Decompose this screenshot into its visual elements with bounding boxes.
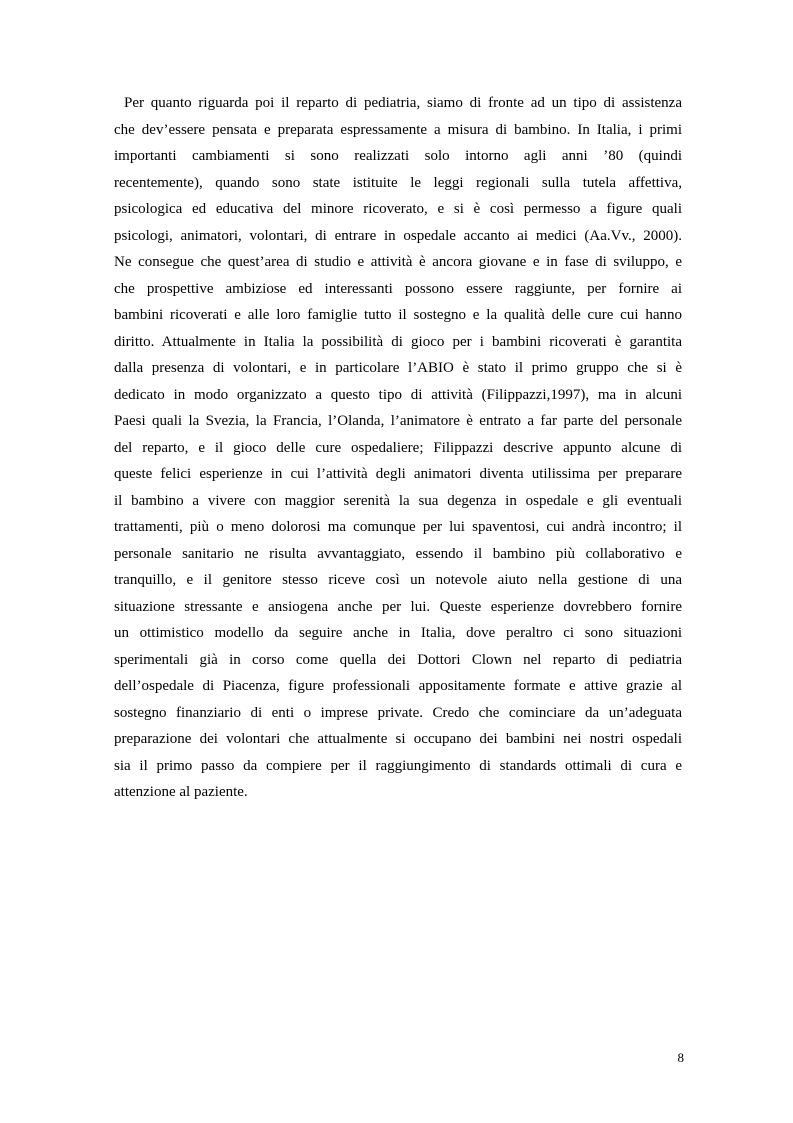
paragraph-line: queste felici esperienze in cui l’attività degli animatori diventa utilissima per preparare <box>114 466 682 482</box>
paragraph-line: Per quanto riguarda poi il reparto di pediatria, siamo di fronte ad un tipo di assistenza <box>124 95 682 111</box>
paragraph-line: trattamenti, più o meno dolorosi ma comunque per lui spaventosi, cui andrà incontro; il <box>114 519 682 535</box>
paragraph-line: psicologi, animatori, volontari, di entrare in ospedale accanto ai medici (Aa.Vv., 2000). <box>114 227 682 244</box>
page-number: 8 <box>677 1050 684 1065</box>
paragraph-line: sperimentali già in corso come quella dei Dottori Clown nel reparto di pediatria <box>114 651 682 668</box>
paragraph-line: sia il primo passo da compiere per il raggiungimento di standards ottimali di cura e <box>114 757 682 774</box>
body-paragraph <box>114 90 682 806</box>
paragraph-line: sostegno finanziario di enti o imprese private. Credo che cominciare da un’adeguata <box>114 704 682 721</box>
paragraph-line: del reparto, e il gioco delle cure ospedaliere; Filippazzi descrive appunto alcune di <box>114 439 682 456</box>
paragraph-line: situazione stressante e ansiogena anche per lui. Queste esperienze dovrebbero fornire <box>114 598 682 615</box>
paragraph-line: diritto. Attualmente in Italia la possibilità di gioco per i bambini ricoverati è garantita <box>114 333 682 350</box>
paragraph-line: psicologica ed educativa del minore ricoverato, e si è così permesso a figure quali <box>114 201 682 217</box>
paragraph-line: che dev’essere pensata e preparata espressamente a misura di bambino. In Italia, i primi <box>114 121 682 138</box>
paragraph-line: preparazione dei volontari che attualmente si occupano dei bambini nei nostri ospedali <box>114 731 682 747</box>
paragraph-line: tranquillo, e il genitore stesso riceve così un notevole aiuto nella gestione di una <box>114 572 682 588</box>
paragraph-line: il bambino a vivere con maggior serenità la sua degenza in ospedale e gli eventuali <box>114 492 682 509</box>
paragraph-line: attenzione al paziente. <box>114 784 248 800</box>
paragraph-line: dedicato in modo organizzato a questo tipo di attività (Filippazzi,1997), ma in alcuni <box>114 386 682 403</box>
paragraph-line: Ne consegue che quest’area di studio e attività è ancora giovane e in fase di sviluppo, e <box>114 254 682 270</box>
paragraph-line: bambini ricoverati e alle loro famiglie tutto il sostegno e la qualità delle cure cui hanno <box>114 307 682 323</box>
paragraph-line: Paesi quali la Svezia, la Francia, l’Olanda, l’animatore è entrato a far parte del personale <box>114 413 682 429</box>
paragraph-line: un ottimistico modello da seguire anche in Italia, dove peraltro ci sono situazioni <box>114 625 682 641</box>
paragraph-line: recentemente), quando sono state istituite le leggi regionali sulla tutela affettiva, <box>114 174 682 191</box>
paragraph-line: che prospettive ambiziose ed interessanti possono essere raggiunte, per fornire ai <box>114 280 682 297</box>
paragraph-line: dalla presenza di volontari, e in particolare l’ABIO è stato il primo gruppo che si è <box>114 360 682 376</box>
paragraph-line: dell’ospedale di Piacenza, figure professionali appositamente formate e attive grazie al <box>114 678 682 694</box>
paragraph-line: importanti cambiamenti si sono realizzati solo intorno agli anni ’80 (quindi <box>114 148 682 164</box>
paragraph-line: personale sanitario ne risulta avvantaggiato, essendo il bambino più collaborativo e <box>114 545 682 562</box>
